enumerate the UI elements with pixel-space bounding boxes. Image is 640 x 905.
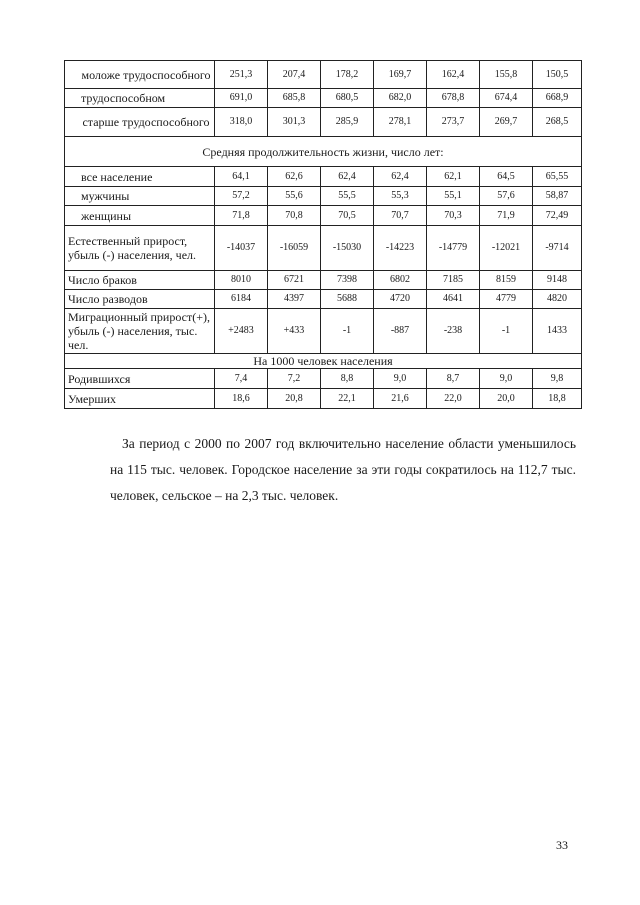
cell-value: 318,0 xyxy=(215,108,268,137)
table-row xyxy=(65,167,582,187)
cell-value: 6721 xyxy=(268,271,321,290)
cell-value: 58,87 xyxy=(533,187,582,206)
cell-value: +433 xyxy=(268,309,321,354)
table-row xyxy=(65,61,582,89)
row-label: старше трудоспособного xyxy=(65,108,215,137)
cell-value: 21,6 xyxy=(374,389,427,409)
table-row xyxy=(65,108,582,137)
cell-value: 278,1 xyxy=(374,108,427,137)
row-label: мужчины xyxy=(65,187,215,206)
cell-value: 64,5 xyxy=(480,167,533,187)
table-row xyxy=(65,206,582,226)
cell-value: 9,0 xyxy=(480,369,533,389)
row-label: Миграционный прирост(+), убыль (-) населения, тыс. чел. xyxy=(65,309,215,354)
row-label: все население xyxy=(65,167,215,187)
cell-value: 678,8 xyxy=(427,89,480,108)
cell-value: 62,6 xyxy=(268,167,321,187)
cell-value: 71,8 xyxy=(215,206,268,226)
cell-value: 169,7 xyxy=(374,61,427,89)
cell-value: 7398 xyxy=(321,271,374,290)
table-row xyxy=(65,89,582,108)
cell-value: 162,4 xyxy=(427,61,480,89)
row-label: Естественный прирост, убыль (-) населения, чел. xyxy=(65,226,215,271)
cell-value: 685,8 xyxy=(268,89,321,108)
cell-value: 65,55 xyxy=(533,167,582,187)
table-row xyxy=(65,389,582,409)
cell-value: 8,8 xyxy=(321,369,374,389)
table-row xyxy=(65,271,582,290)
cell-value: -14037 xyxy=(215,226,268,271)
cell-value: 70,5 xyxy=(321,206,374,226)
cell-value: 22,0 xyxy=(427,389,480,409)
cell-value: 150,5 xyxy=(533,61,582,89)
cell-value: -12021 xyxy=(480,226,533,271)
cell-value: 20,8 xyxy=(268,389,321,409)
page-number: 33 xyxy=(556,838,568,852)
cell-value: 18,6 xyxy=(215,389,268,409)
cell-value: 55,3 xyxy=(374,187,427,206)
cell-value: 155,8 xyxy=(480,61,533,89)
cell-value: +2483 xyxy=(215,309,268,354)
cell-value: 7185 xyxy=(427,271,480,290)
table-section-row xyxy=(65,137,582,167)
cell-value: 4397 xyxy=(268,290,321,309)
cell-value: -887 xyxy=(374,309,427,354)
cell-value: -15030 xyxy=(321,226,374,271)
cell-value: 269,7 xyxy=(480,108,533,137)
cell-value: 9,0 xyxy=(374,369,427,389)
per-1000-header: На 1000 человек населения xyxy=(65,354,582,369)
cell-value: 285,9 xyxy=(321,108,374,137)
statistics-table-body xyxy=(65,61,582,409)
cell-value: 8159 xyxy=(480,271,533,290)
cell-value: 22,1 xyxy=(321,389,374,409)
cell-value: 55,1 xyxy=(427,187,480,206)
row-label: женщины xyxy=(65,206,215,226)
cell-value: 5688 xyxy=(321,290,374,309)
cell-value: -1 xyxy=(480,309,533,354)
cell-value: 674,4 xyxy=(480,89,533,108)
cell-value: 20,0 xyxy=(480,389,533,409)
cell-value: 251,3 xyxy=(215,61,268,89)
cell-value: 4820 xyxy=(533,290,582,309)
cell-value: -238 xyxy=(427,309,480,354)
cell-value: 62,4 xyxy=(321,167,374,187)
cell-value: 8010 xyxy=(215,271,268,290)
cell-value: 62,1 xyxy=(427,167,480,187)
table-row xyxy=(65,226,582,271)
cell-value: 55,5 xyxy=(321,187,374,206)
cell-value: 70,3 xyxy=(427,206,480,226)
table-row xyxy=(65,187,582,206)
cell-value: 4720 xyxy=(374,290,427,309)
cell-value: 1433 xyxy=(533,309,582,354)
table-row xyxy=(65,369,582,389)
life-expectancy-header: Средняя продолжительность жизни, число лет: xyxy=(65,137,582,167)
statistics-table xyxy=(64,60,582,409)
cell-value: 301,3 xyxy=(268,108,321,137)
cell-value: 178,2 xyxy=(321,61,374,89)
row-label: моложе трудоспособного xyxy=(65,61,215,89)
cell-value: 273,7 xyxy=(427,108,480,137)
table-section-row xyxy=(65,354,582,369)
cell-value: 6802 xyxy=(374,271,427,290)
cell-value: 680,5 xyxy=(321,89,374,108)
row-label: Родившихся xyxy=(65,369,215,389)
cell-value: 57,6 xyxy=(480,187,533,206)
cell-value: 6184 xyxy=(215,290,268,309)
cell-value: 682,0 xyxy=(374,89,427,108)
cell-value: -1 xyxy=(321,309,374,354)
table-row xyxy=(65,290,582,309)
cell-value: -14223 xyxy=(374,226,427,271)
cell-value: 62,4 xyxy=(374,167,427,187)
cell-value: 18,8 xyxy=(533,389,582,409)
cell-value: 207,4 xyxy=(268,61,321,89)
cell-value: 9,8 xyxy=(533,369,582,389)
cell-value: -14779 xyxy=(427,226,480,271)
cell-value: 55,6 xyxy=(268,187,321,206)
row-label: трудоспособном xyxy=(65,89,215,108)
cell-value: 4779 xyxy=(480,290,533,309)
cell-value: 70,8 xyxy=(268,206,321,226)
cell-value: 668,9 xyxy=(533,89,582,108)
cell-value: 57,2 xyxy=(215,187,268,206)
cell-value: 7,2 xyxy=(268,369,321,389)
cell-value: 4641 xyxy=(427,290,480,309)
cell-value: 691,0 xyxy=(215,89,268,108)
cell-value: 7,4 xyxy=(215,369,268,389)
row-label: Число браков xyxy=(65,271,215,290)
cell-value: 64,1 xyxy=(215,167,268,187)
cell-value: -16059 xyxy=(268,226,321,271)
cell-value: 9148 xyxy=(533,271,582,290)
row-label: Умерших xyxy=(65,389,215,409)
cell-value: 70,7 xyxy=(374,206,427,226)
cell-value: 71,9 xyxy=(480,206,533,226)
cell-value: -9714 xyxy=(533,226,582,271)
cell-value: 72,49 xyxy=(533,206,582,226)
row-label: Число разводов xyxy=(65,290,215,309)
cell-value: 8,7 xyxy=(427,369,480,389)
table-row xyxy=(65,309,582,354)
cell-value: 268,5 xyxy=(533,108,582,137)
summary-paragraph: За период с 2000 по 2007 год включительно население области уменьшилось на 115 тыс. человек. Городское население за эти годы сократилось на 112,7 тыс. человек, сельское – на 2,3 тыс. человек. xyxy=(110,436,576,503)
